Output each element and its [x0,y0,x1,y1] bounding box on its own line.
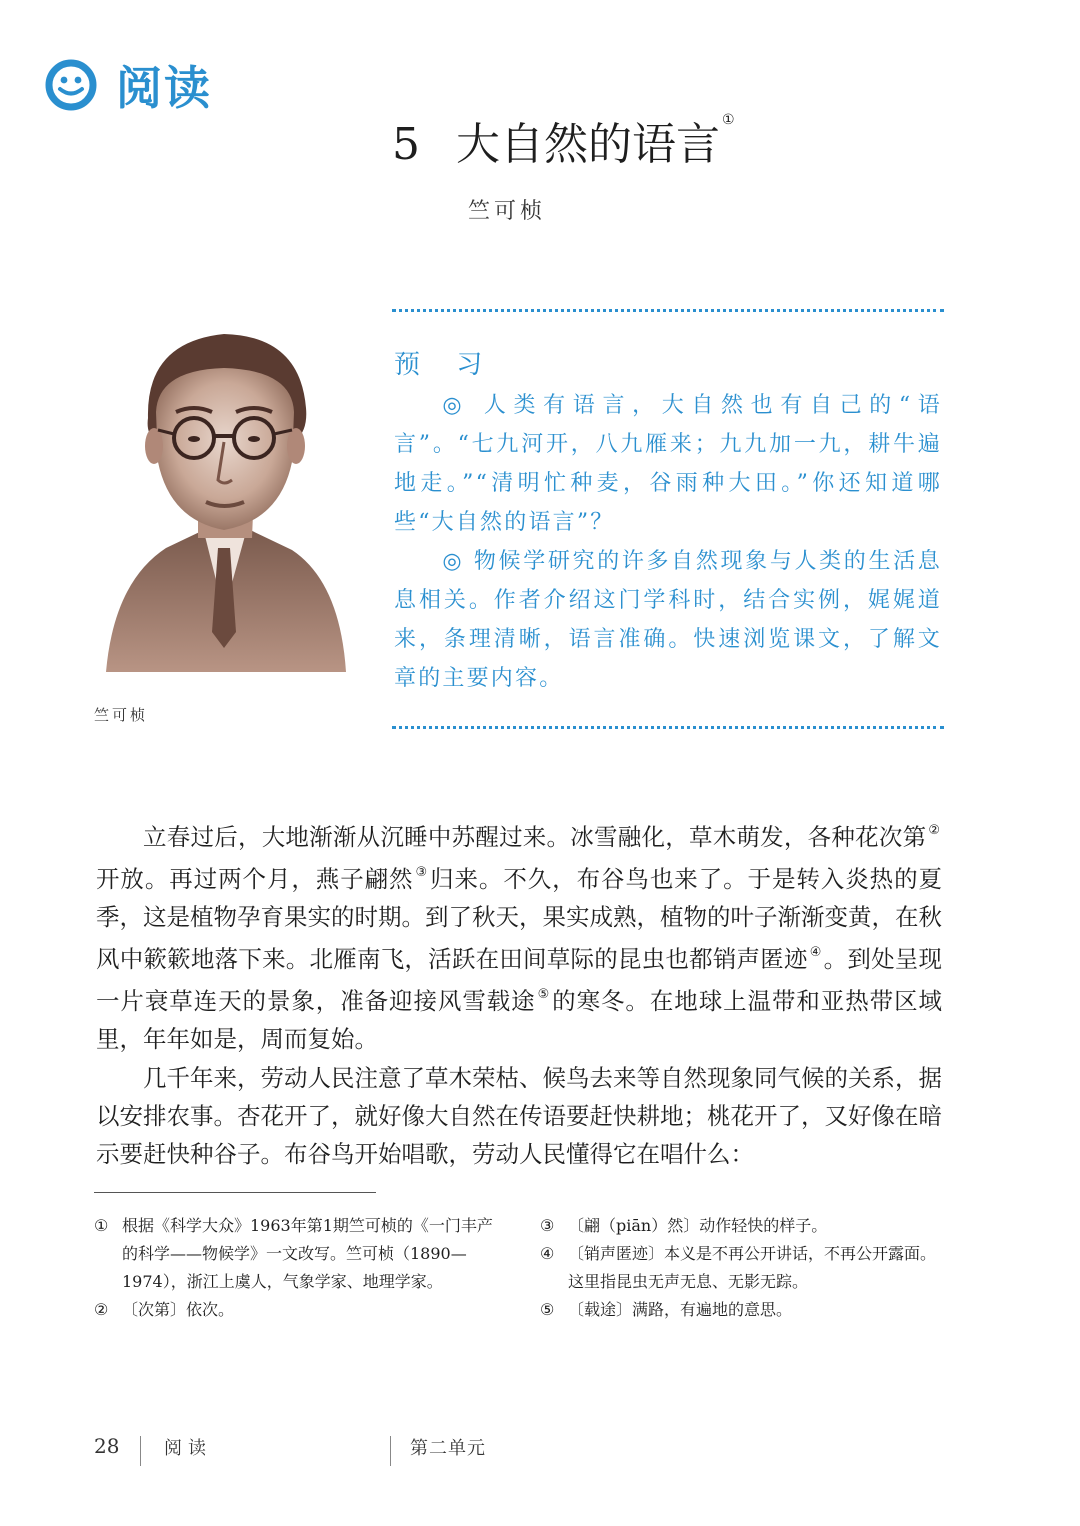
body-text: 的寒冬。在地球上温带和亚热带区域里，年年如是，周而复始。 [96,987,942,1054]
footnote-text: 〔次第〕依次。 [122,1300,235,1319]
footnote-ref[interactable]: ⑤ [537,987,551,1003]
lesson-title [392,108,735,172]
lesson-title-text: 大自然的语言 [456,119,720,170]
preview-top-divider [392,309,944,312]
footnotes-right-column [540,1212,944,1324]
body-text: 。到处呈现一片衰草连天的景象，准备迎接风雪载途 [96,945,943,1016]
footnote-item [94,1296,498,1324]
footer-separator [390,1436,391,1466]
footnote-mark: ④ [540,1244,555,1263]
body-text: 立春过后，大地渐渐从沉睡中苏醒过来。冰雪融化，草木萌发，各种花次第 [143,822,927,851]
preview-paragraph-1: ◎ 人类有语言，大自然也有自己的“语言”。“七九河开，八九雁来；九九加一九，耕牛遍地走。”“清明忙种麦，谷雨种大田。”你还知道哪些“大自然的语言”？ [394,393,942,535]
body-paragraph-1 [96,814,942,1059]
page-number: 28 [94,1434,120,1458]
footnote-item [540,1296,944,1324]
body-paragraph-2: 几千年来，劳动人民注意了草木荣枯、候鸟去来等自然现象同气候的关系，据以安排农事。杏花开了，就好像大自然在传语要赶快耕地；桃花开了，又好像在暗示要赶快种谷子。布谷鸟开始唱歌，劳动人民懂得它在唱什么： [96,1063,942,1168]
footnote-mark: ⑤ [540,1300,555,1319]
body-text: 归来。不久，布谷鸟也来了。于是转入炎热的夏季，这是植物孕育果实的时期。到了秋天，果实成熟，植物的叶子渐渐变黄，在秋风中簌簌地落下来。北雁南飞，活跃在田间草际的昆虫也都销声匿迹 [96,864,942,974]
body-text: 开放。再过两个月，燕子翩然 [96,864,414,893]
footnote-text: 根据《科学大众》1963年第1期竺可桢的《一门丰产的科学——物候学》一文改写。竺可桢（1890—1974），浙江上虞人，气象学家、地理学家。 [122,1216,493,1291]
footnote-ref[interactable]: ④ [809,945,822,961]
portrait-caption: 竺可桢 [94,706,149,724]
preview-paragraph-2: ◎ 物候学研究的许多自然现象与人类的生活息息相关。作者介绍这门学科时，结合实例，娓娓道来，条理清晰，语言准确。快速浏览课文，了解文章的主要内容。 [394,549,942,691]
footnote-item [94,1212,498,1296]
article-body [96,814,942,1173]
footnote-item [540,1240,944,1296]
footer-section: 阅读 [164,1438,212,1459]
lesson-number: 5 [392,119,420,170]
footnote-text: 〔载途〕满路，有遍地的意思。 [568,1300,793,1319]
footnote-item [540,1212,944,1240]
footnote-mark: ② [94,1300,109,1319]
footnote-divider [94,1192,376,1193]
footnote-ref[interactable]: ② [928,823,940,838]
footnotes-left-column [94,1212,498,1324]
footnote-mark: ③ [540,1216,555,1235]
preview-body [394,386,942,698]
footnote-ref[interactable]: ③ [415,865,429,881]
preview-bottom-divider [392,726,944,729]
preview-heading: 预 习 [394,350,497,380]
footer-unit: 第二单元 [410,1438,486,1459]
section-label: 阅读 [116,61,212,115]
footnote-text: 〔销声匿迹〕本义是不再公开讲话，不再公开露面。这里指昆虫无声无息、无影无踪。 [568,1244,937,1291]
footnote-mark: ① [94,1216,109,1235]
author-portrait [96,312,352,684]
smiley-face-icon [44,58,98,112]
lesson-author: 竺可桢 [468,199,547,224]
title-footnote-mark[interactable]: ① [722,112,735,128]
footer-separator [140,1436,141,1466]
footnote-text: 〔翩（piān）然〕动作轻快的样子。 [568,1216,828,1235]
